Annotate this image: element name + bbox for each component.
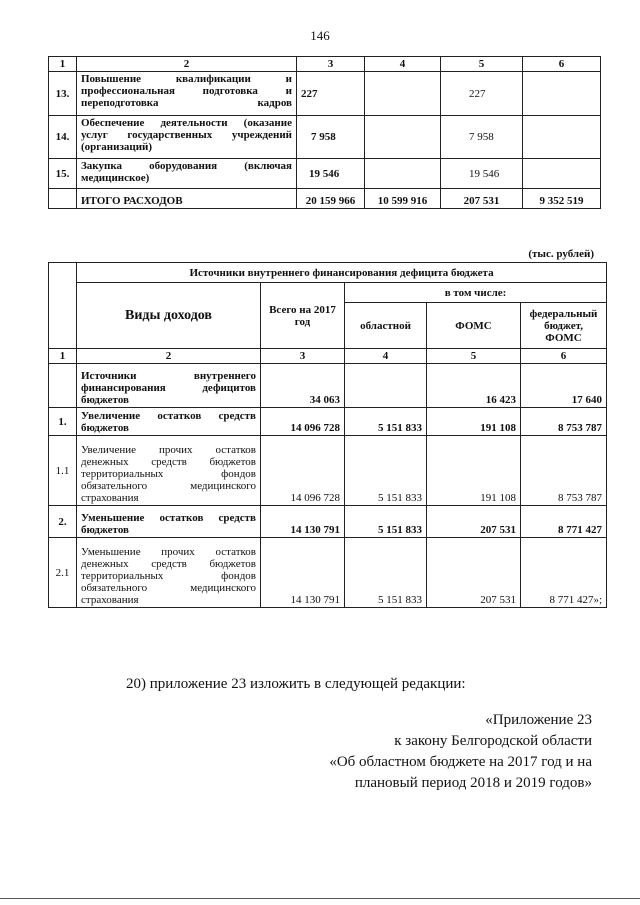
table-row [49,436,607,506]
cell-value: 8 771 427 [521,506,607,538]
expenses-header-row [49,57,601,72]
header-cell: 6 [523,57,601,72]
table-row [49,159,601,189]
header-numbers-row [49,349,607,364]
total-row [49,189,601,209]
row-number: 1.1 [49,436,77,506]
total-value: 10 599 916 [365,189,441,209]
cell-value: 19 546 [297,159,365,189]
cell-value: 14 096 728 [261,436,345,506]
sources-table [48,262,607,608]
page-number: 146 [310,28,330,43]
row-name: Источники внутреннего финансирования дефицитов бюджетов [77,364,261,408]
cell-value: 5 151 833 [345,436,427,506]
row-number: 2.1 [49,538,77,608]
cell-value: 207 531 [427,506,521,538]
cell-value [365,159,441,189]
row-number: 1. [49,408,77,436]
table-row [49,116,601,159]
header-cell: 2 [77,349,261,364]
units-label: (тыс. рублей) [528,248,594,260]
row-number: 15. [49,159,77,189]
table-row [49,538,607,608]
header-cell: 3 [297,57,365,72]
cell-value: 8 771 427»; [521,538,607,608]
header-cell: 4 [345,349,427,364]
row-name: Увеличение прочих остатков денежных средств бюджетов территориальных фондов обязательного медицинского страхования [77,436,261,506]
annex-heading [329,710,592,794]
cell-value [523,116,601,159]
row-name: Уменьшение прочих остатков денежных средств бюджетов территориальных фондов обязательного медицинского страхования [77,538,261,608]
row-number: 14. [49,116,77,159]
cell-value: 7 958 [297,116,365,159]
header-cell: 1 [49,349,77,364]
header-cell: 2 [77,57,297,72]
expenses-table [48,56,601,209]
col-regional-header: областной [345,303,427,349]
sources-table-title: Источники внутреннего финансирования дефицита бюджета [77,263,607,283]
total-value: 9 352 519 [523,189,601,209]
cell-value: 227 [297,72,365,116]
row-number [49,364,77,408]
cell-value: 8 753 787 [521,436,607,506]
cell-value: 191 108 [427,408,521,436]
cell-value [365,72,441,116]
table-row [49,364,607,408]
page-edge-line [0,898,640,899]
col-types-header: Виды доходов [77,283,261,349]
cell-value: 14 096 728 [261,408,345,436]
cell-value [365,116,441,159]
row-number: 13. [49,72,77,116]
cell-value: 207 531 [427,538,521,608]
cell-value: 5 151 833 [345,408,427,436]
header-cell: 4 [365,57,441,72]
col-federal-header: федеральный бюджет, ФОМС [521,303,607,349]
cell-value: 19 546 [441,159,523,189]
amendment-paragraph: 20) приложение 23 изложить в следующей редакции: [126,676,466,692]
header-cell: 5 [441,57,523,72]
cell-value [345,364,427,408]
annex-line: «Приложение 23 [485,712,592,728]
table-row [49,72,601,116]
header-cell: 6 [521,349,607,364]
cell-value: 17 640 [521,364,607,408]
row-name: Уменьшение остатков средств бюджетов [77,506,261,538]
total-label: ИТОГО РАСХОДОВ [77,189,297,209]
header-cell: 1 [49,57,77,72]
row-name: Повышение квалификации и профессиональная подготовка и переподготовка кадров [77,72,297,116]
row-name: Обеспечение деятельности (оказание услуг государственных учреждений (организаций) [77,116,297,159]
cell-value: 191 108 [427,436,521,506]
cell-value: 14 130 791 [261,506,345,538]
cell-value: 7 958 [441,116,523,159]
col-total-header: Всего на 2017 год [261,283,345,349]
total-value: 20 159 966 [297,189,365,209]
annex-line: «Об областном бюджете на 2017 год и на [329,754,592,770]
cell-value: 16 423 [427,364,521,408]
total-value: 207 531 [441,189,523,209]
annex-line: плановый период 2018 и 2019 годов» [354,775,592,791]
table-row [49,506,607,538]
cell-value: 14 130 791 [261,538,345,608]
cell-value: 227 [441,72,523,116]
header-cell: 5 [427,349,521,364]
annex-line: к закону Белгородской области [394,733,592,749]
cell-value: 8 753 787 [521,408,607,436]
col-including-header: в том числе: [345,283,607,303]
table-row [49,408,607,436]
cell-value: 34 063 [261,364,345,408]
header-cell: 3 [261,349,345,364]
cell-value [523,159,601,189]
cell-value [523,72,601,116]
cell-value: 5 151 833 [345,506,427,538]
col-foms-header: ФОМС [427,303,521,349]
row-name: Увеличение остатков средств бюджетов [77,408,261,436]
cell-value: 5 151 833 [345,538,427,608]
row-name: Закупка оборудования (включая медицинское) [77,159,297,189]
row-number: 2. [49,506,77,538]
